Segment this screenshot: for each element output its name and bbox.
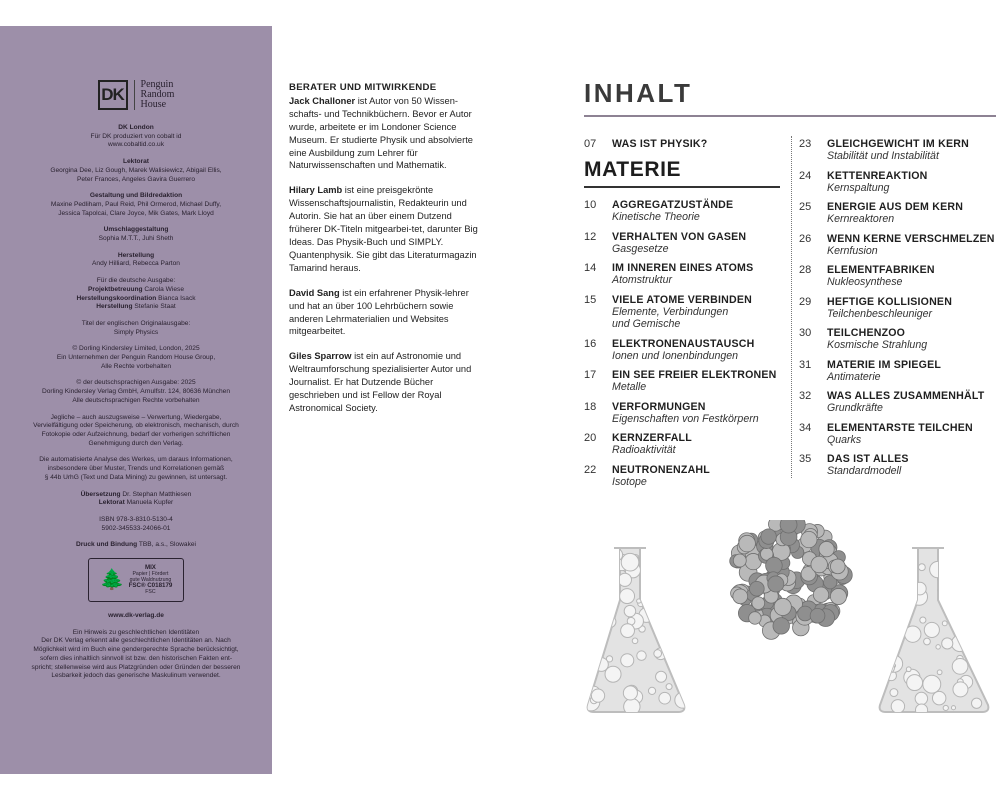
imprint-block: Umschlaggestaltung Sophia M.T.T., Juhi Sheth xyxy=(98,226,174,243)
imprint-block: Für die deutsche Ausgabe: Projektbetreuung Carola Wiese Herstellungskoordination Bianca Isack Herstellung Stefanie Staat xyxy=(76,277,196,311)
section-rule xyxy=(584,186,780,188)
title-rule xyxy=(584,115,996,117)
matter-illustration xyxy=(580,520,1000,720)
publisher-name: Penguin Random House xyxy=(134,80,175,110)
imprint-block: Die automatisierte Analyse des Werkes, um daraus Informationen, insbesondere über Muster, Trends und Korrelationen gemäß § 44b UrhG (Text und Data Mining) zu gewinnen, ist untersagt. xyxy=(39,456,233,481)
imprint-panel xyxy=(0,26,272,774)
contributor-bio: Giles Sparrow ist ein auf Astronomie und Weltraumforschung spezialisierter Autor und Journalist. Er hat Dutzende Bücher geschrieben und ist Fellow der Royal Astronomical Society. xyxy=(289,351,472,413)
contributors-column xyxy=(289,82,481,427)
imprint-block: Gestaltung und Bildredaktion Maxine Pedliham, Paul Reid, Phil Ormerod, Michael Duffy, Jessica Tapolcai, Clare Joyce, Mik Gates, Mark Lloyd xyxy=(50,192,222,217)
contributor-name: Hilary Lamb xyxy=(289,185,343,196)
contributor-bio: David Sang ist ein erfahrener Physik-lehrer und hat an über 100 Lehrbüchern sowie anderen Lehrmaterialien und Websites mitgearbeitet. xyxy=(289,287,469,337)
gender-notice: Ein Hinweis zu geschlechtlichen Identitäten Der DK Verlag erkennt alle geschlechtlichen Identitäten an. Nach Möglichkeit wird im Buch eine gendergerechte Sprache berücksichtigt, sofern dies inhaltlich sinnvoll ist bzw. den historischen Fakten ent- spricht; stellenweise wird aus Platzgründen oder Gründen der besseren Lesbarkeit jedoch das generische Maskulinum verwendet. xyxy=(31,628,241,680)
contributor-bio: Jack Challoner ist Autor von 50 Wissen-schafts- und Technikbüchern. Bevor er Autor wurde, arbeitete er im Londoner Science Museum. Er studierte Physik und absolvierte eine Ausbildung zum Lehrer für Naturwissenschaften und Mathematik. xyxy=(289,95,473,171)
fsc-badge: 🌲 MIX Papier | Fördert gute Waldnutzung FSC® C018179 FSC xyxy=(88,558,184,602)
publisher-logo xyxy=(18,80,254,110)
imprint-credits xyxy=(18,124,254,550)
imprint-block: Titel der englischen Originalausgabe: Simply Physics xyxy=(81,319,191,336)
website: www.dk-verlag.de xyxy=(108,612,164,620)
contributor-name: Jack Challoner xyxy=(289,95,356,106)
imprint-block: Druck und Bindung TBB, a.s., Slowakei xyxy=(75,541,197,549)
contributor-name: David Sang xyxy=(289,287,340,298)
imprint-block: Übersetzung Dr. Stephan Matthiesen Lektorat Manuela Kupfer xyxy=(80,490,192,507)
imprint-block: Jegliche – auch auszugsweise – Verwertung, Wiedergabe, Vervielfältigung oder Speicherung, ob elektronisch, mechanisch, durch Fotokopie oder Aufzeichnung, bedarf der vorherigen schriftlichen Genehmigung durch den Verlag. xyxy=(33,413,239,447)
section-heading: MATERIE xyxy=(584,158,682,181)
contributors-heading: BERATER UND MITWIRKENDE xyxy=(289,82,437,93)
contributor-bio: Hilary Lamb ist eine preisgekrönte Wissenschaftsjournalistin, Redakteurin und Autorin. Sie hat an über einem Dutzend früherer DK-Titeln mitgearbei-tet, darunter Big Ideas. Das Physik-Buch und SIMPLY. Quantenphysik. Sie gibt das Literaturmagazin Tamarind heraus. xyxy=(289,185,478,273)
imprint-block: DK London Für DK produziert von cobalt id www.cobaltid.co.uk xyxy=(90,124,182,149)
imprint-block: © Dorling Kindersley Limited, London, 2025 Ein Unternehmen der Penguin Random House Group, Alle Rechte vorbehalten xyxy=(56,345,216,370)
contributor-name: Giles Sparrow xyxy=(289,351,352,362)
imprint-block: © der deutschsprachigen Ausgabe: 2025 Dorling Kindersley Verlag GmbH, Arnulfstr. 124, 80636 München Alle deutschsprachigen Rechte vorbehalten xyxy=(41,379,231,404)
imprint-block: ISBN 978-3-8310-5130-4 5902-345533-24066-01 xyxy=(99,515,173,532)
flask-left-icon xyxy=(581,548,693,715)
nucleus-icon xyxy=(730,520,853,639)
page-title: INHALT xyxy=(584,78,693,108)
imprint-block: Lektorat Georgina Dee, Liz Gough, Marek Walisiewicz, Abigail Ellis, Peter Frances, Angeles Gavira Guerrero xyxy=(50,158,222,183)
imprint-block: Herstellung Andy Hilliard, Rebecca Parton xyxy=(92,251,180,268)
fsc-tree-icon: 🌲 xyxy=(99,569,125,592)
column-divider xyxy=(791,136,792,478)
dk-logo-icon: DK xyxy=(98,80,128,110)
flask-right-icon xyxy=(873,542,994,716)
imprint-text xyxy=(18,80,254,689)
